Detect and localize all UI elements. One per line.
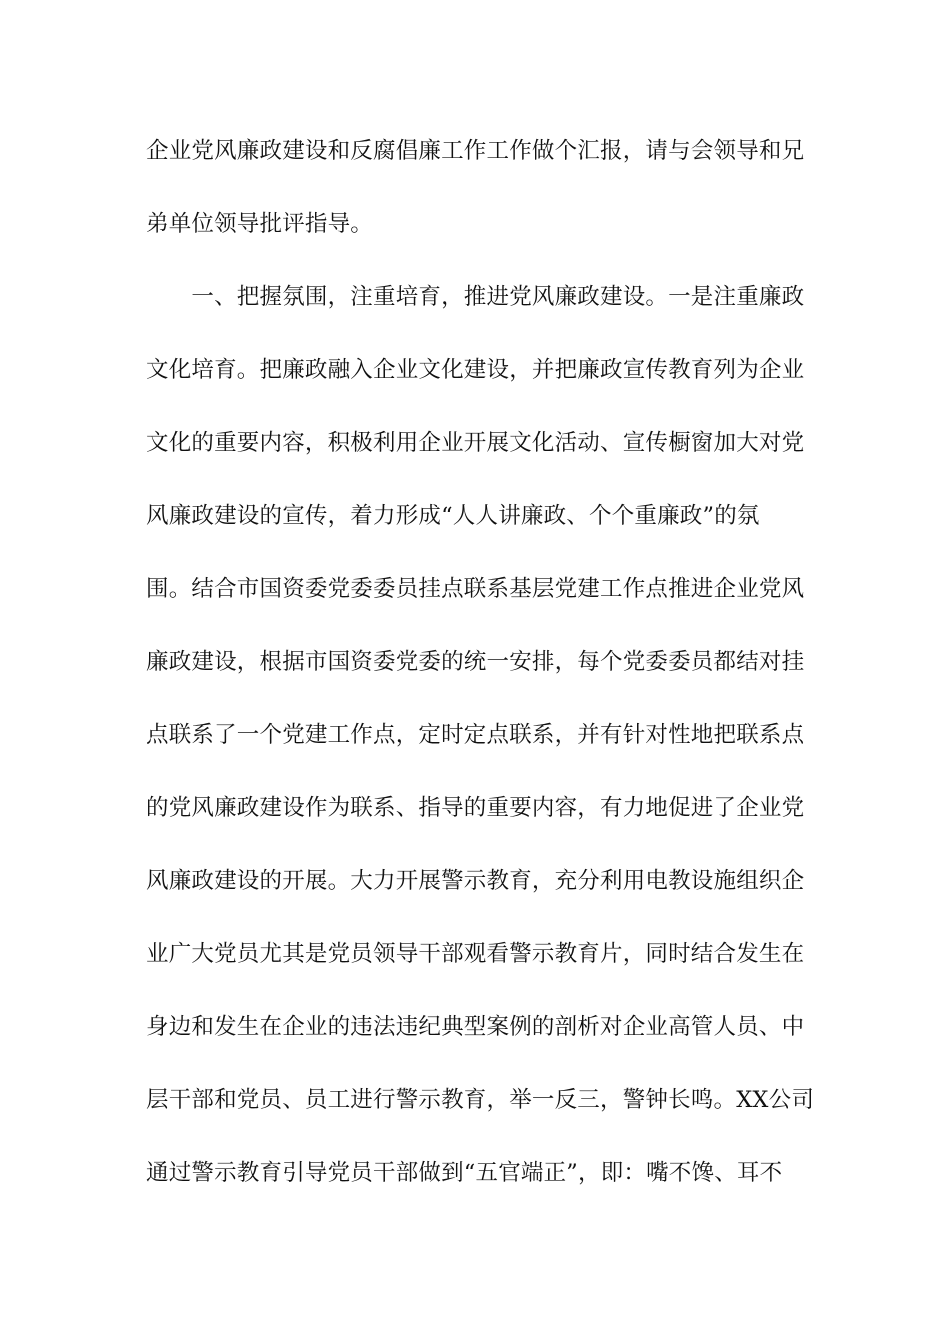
text-line: 业广大党员尤其是党员领导干部观看警示教育片，同时结合发生在 — [146, 941, 805, 967]
text-line: 风廉政建设的宣传，着力形成“人人讲廉政、个个重廉政”的氛 — [146, 503, 760, 529]
body-text — [146, 128, 815, 1223]
text-line: 点联系了一个党建工作点，定时定点联系，并有针对性地把联系点 — [146, 722, 805, 748]
text-line: 围。结合市国资委党委委员挂点联系基层党建工作点推进企业党风 — [146, 576, 805, 602]
text-line: 一、把握氛围，注重培育，推进党风廉政建设。一是注重廉政 — [146, 284, 805, 310]
text-line: 的党风廉政建设作为联系、指导的重要内容，有力地促进了企业党 — [146, 795, 805, 821]
text-line: 文化的重要内容，积极利用企业开展文化活动、宣传橱窗加大对党 — [146, 430, 805, 456]
text-line: 弟单位领导批评指导。 — [146, 211, 374, 237]
text-line: 廉政建设，根据市国资委党委的统一安排，每个党委委员都结对挂 — [146, 649, 805, 675]
text-line: 层干部和党员、员工进行警示教育，举一反三，警钟长鸣。XX公司 — [146, 1087, 815, 1113]
text-line: 身边和发生在企业的违法违纪典型案例的剖析对企业高管人员、中 — [146, 1014, 805, 1040]
text-line: 企业党风廉政建设和反腐倡廉工作工作做个汇报，请与会领导和兄 — [146, 138, 805, 164]
text-line: 风廉政建设的开展。大力开展警示教育，充分利用电教设施组织企 — [146, 868, 805, 894]
text-line: 文化培育。把廉政融入企业文化建设，并把廉政宣传教育列为企业 — [146, 357, 805, 383]
text-line: 通过警示教育引导党员干部做到“五官端正”，即：嘴不馋、耳不 — [146, 1160, 783, 1186]
